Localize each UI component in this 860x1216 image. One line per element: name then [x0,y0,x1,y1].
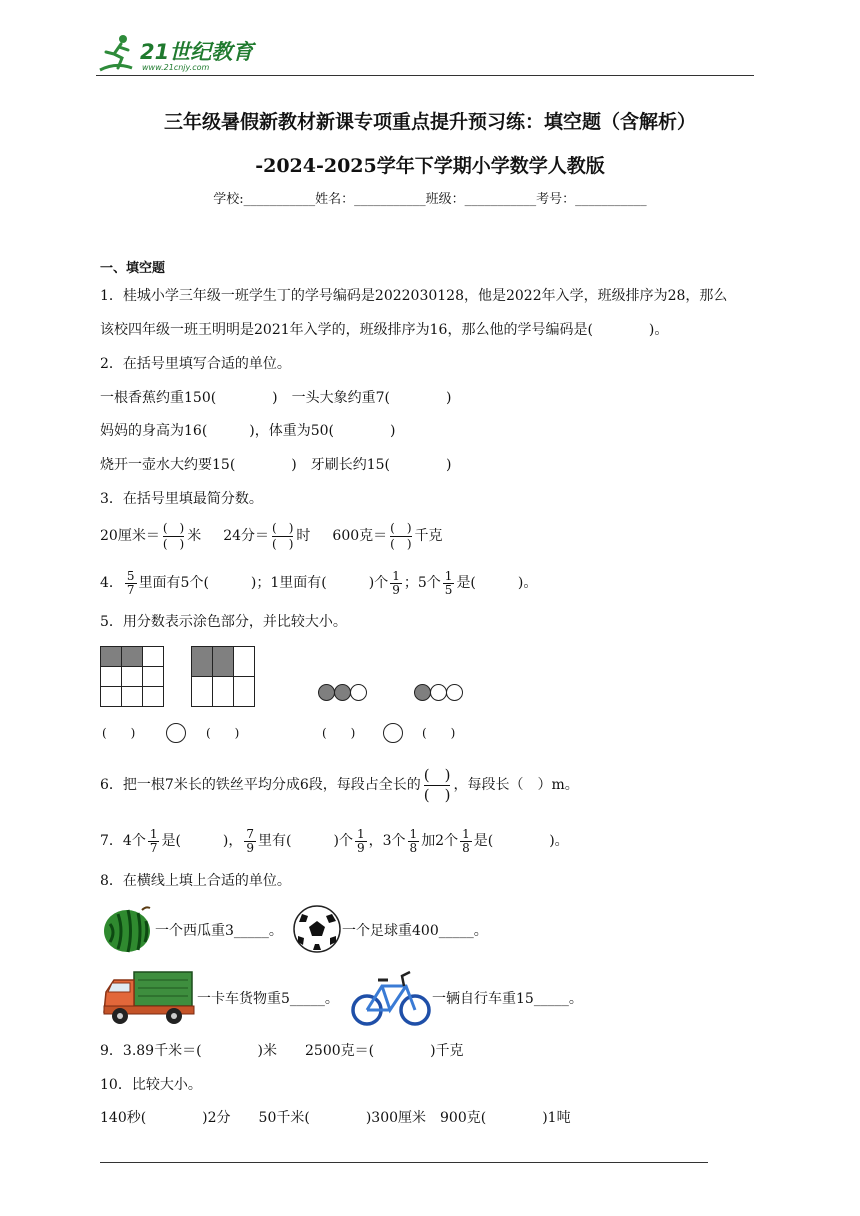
q6-text-pre: 6．把一根7米长的铁丝平均分成6段，每段占全长的 [100,777,421,793]
q3-c-fraction [390,521,411,552]
q8-truck-text: 一卡车货物重5_____。 [197,991,339,1007]
q7-fraction-1-7 [148,828,160,855]
q3-a-num: ( ) [162,520,185,535]
q10-line: 140秒( )2分 50千米( )300厘米 900克( )1吨 [100,1110,571,1126]
q3-c-label: 600克＝ [332,528,388,544]
fraction-numerator: 1 [392,568,400,583]
q8-title: 8．在横线上填上合适的单位。 [100,873,291,889]
q3-a-unit: 米 [187,528,202,544]
q4-text2: ；5个 [403,575,441,591]
q2-line2: 妈妈的身高为16( )，体重为50( ) [100,423,396,439]
q5-answer-4: ( ) [422,726,456,740]
student-info-line: 学校:___________姓名：___________班级：___________考号：___________ [213,192,647,207]
q7-row [100,824,569,858]
q7-fraction-1-8-a [408,828,420,855]
q4-fraction-5-7 [125,570,137,597]
q5-answer-2: ( ) [206,726,240,740]
q2-line1: 一根香蕉约重150( ) 一头大象约重7( ) [100,390,452,406]
q7-text-c: 里有( )个 [258,833,353,849]
section-heading: 一、填空题 [100,261,166,276]
q7-fraction-1-9 [355,828,367,855]
title-line2: -2024-2025学年下学期小学数学人教版 [255,155,605,177]
fraction-numerator: 5 [126,568,135,583]
q7-text-a: 7．4个 [100,833,146,849]
q3-b-den: ( ) [272,536,294,551]
q3-a-fraction [163,521,184,552]
fraction-denominator: 9 [356,840,365,855]
fraction-denominator: 9 [246,840,255,855]
q4-number: 4． [100,575,123,591]
q3-b-unit: 时 [296,528,311,544]
fraction-denominator: 8 [462,840,470,855]
q4-fraction-1-5 [443,570,455,597]
q6-num: ( ) [423,765,451,784]
fraction-numerator: 1 [444,568,453,583]
football-icon [292,904,342,954]
logo-main-text: 21世纪教育 [140,40,254,64]
footer-rule [100,1162,708,1163]
q5-title: 5．用分数表示涂色部分，并比较大小。 [100,614,347,630]
q4-text1: 里面有5个( )；1里面有( )个 [138,575,389,591]
title-line1: 三年级暑假新教材新课专项重点提升预习练：填空题（含解析） [163,111,696,133]
runner-logo-icon [96,32,136,76]
q6-text-post: ，每段长（ ）m。 [453,777,579,793]
fraction-numerator: 7 [246,826,255,841]
q5-compare-circle-2 [383,723,403,743]
q2-line3: 烧开一壶水大约要15( ) 牙刷长约15( ) [100,457,452,473]
q2-title: 2．在括号里填写合适的单位。 [100,356,291,372]
q3-a-label: 20厘米＝ [100,528,160,544]
q5-circles-left [318,684,366,705]
q3-a-den: ( ) [162,536,185,551]
q3-c-num: ( ) [390,520,412,535]
q7-fraction-7-9 [244,828,256,855]
q8-football-text: 一个足球重400_____。 [342,923,488,939]
q7-fraction-1-8-b [460,828,472,855]
q3-b-num: ( ) [272,520,294,535]
q4-fraction-1-9 [390,570,402,597]
fraction-denominator: 7 [149,840,158,855]
q5-grid-left [100,646,164,707]
q6-row [100,764,579,806]
q6-den: ( ) [423,785,451,804]
fraction-numerator: 1 [356,826,365,841]
q5-compare-circle-1 [166,723,186,743]
fraction-numerator: 1 [149,826,158,841]
q4-row [100,566,537,600]
q1-line1: 1．桂城小学三年级一班学生丁的学号编码是2022030128，他是2022年入学，班级排序为28，那么 [100,288,728,304]
q10-title: 10．比较大小。 [100,1077,202,1093]
fraction-denominator: 9 [392,582,400,597]
q7-text-d: ，3个 [368,833,406,849]
q5-answer-1: ( ) [102,726,136,740]
q3-row [100,516,443,556]
q3-c-den: ( ) [390,536,412,551]
q3-title: 3．在括号里填最简分数。 [100,491,263,507]
q1-line2: 该校四年级一班王明明是2021年入学的，班级排序为16，那么他的学号编码是( )。 [100,322,669,338]
q5-answer-3: ( ) [322,726,356,740]
fraction-numerator: 1 [462,826,470,841]
logo [96,32,266,78]
q3-b-fraction [272,521,293,552]
q3-b-label: 24分＝ [223,528,270,544]
header-rule [96,75,754,76]
q4-text3: 是( )。 [456,575,538,591]
q7-text-b: 是( )， [161,833,243,849]
q8-watermelon-text: 一个西瓜重3_____。 [155,923,283,939]
q6-fraction [424,766,451,805]
q5-grid-right [191,646,255,707]
watermelon-icon [102,904,154,954]
fraction-denominator: 5 [444,582,453,597]
q3-c-unit: 千克 [414,528,443,544]
fraction-denominator: 8 [409,840,418,855]
q7-text-e: 加2个 [421,833,459,849]
q5-circles-right [414,684,462,705]
q9-line: 9．3.89千米＝( )米 2500克＝( )千克 [100,1043,464,1059]
bicycle-icon [350,964,432,1030]
logo-sub-text: www.21cnjy.com [142,63,210,72]
q7-text-f: 是( )。 [473,833,569,849]
fraction-denominator: 7 [126,582,135,597]
fraction-numerator: 1 [409,826,418,841]
q8-bike-text: 一辆自行车重15_____。 [432,991,583,1007]
truck-icon [100,966,196,1028]
